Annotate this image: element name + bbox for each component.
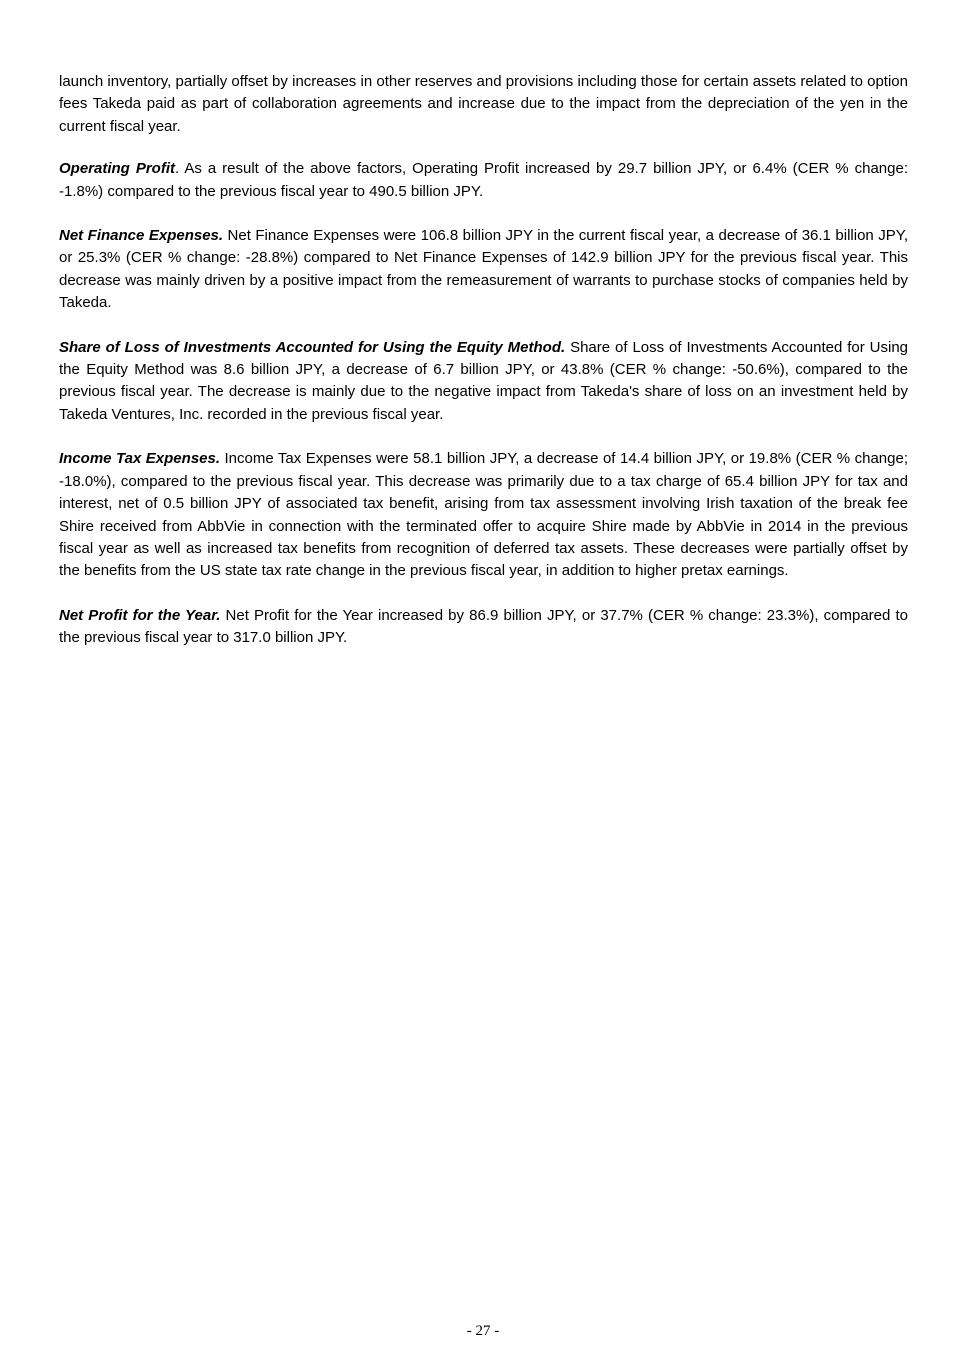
paragraph-net-profit: [59, 605, 908, 650]
paragraph-text: Net Finance Expenses were 106.8 billion JPY in the current fiscal year, a decrease of 36.1 billion JPY, or 25.3% (CER % change: -28.8%) compared to Net Finance Expenses of 142.9 billion JPY for the previous fiscal year. This decrease was mainly driven by a positive impact from the remeasurement of warrants to purchase stocks of companies held by Takeda.: [59, 227, 908, 312]
paragraph-launch-inventory: [59, 71, 908, 138]
paragraph-text: launch inventory, partially offset by increases in other reserves and provisions including those for certain assets related to option fees Takeda paid as part of collaboration agreements and increase due to the impact from the depreciation of the yen in the current fiscal year.: [59, 73, 908, 135]
paragraph-net-finance-expenses: [59, 225, 908, 315]
paragraph-text: Net Profit for the Year increased by 86.9 billion JPY, or 37.7% (CER % change: 23.3%), compared to the previous fiscal year to 317.0 billion JPY.: [59, 606, 908, 647]
paragraph-equity-method: [59, 337, 908, 427]
paragraph-operating-profit: [59, 158, 908, 203]
paragraph-heading: Operating Profit: [59, 160, 175, 178]
paragraph-text: . As a result of the above factors, Operating Profit increased by 29.7 billion JPY, or 6.4% (CER % change: -1.8%) compared to the previous fiscal year to 490.5 billion JPY.: [59, 160, 909, 200]
paragraph-heading: Share of Loss of Investments Accounted for Using the Equity Method.: [59, 338, 566, 356]
paragraph-text: Income Tax Expenses were 58.1 billion JPY, a decrease of 14.4 billion JPY, or 19.8% (CER % change; -18.0%), compared to the previous fiscal year. This decrease was primarily due to a tax charge of 65.4 billion JPY for tax and interest, net of 0.5 billion JPY of associated tax benefit, arising from tax assessment involving Irish taxation of the break fee Shire received from AbbVie in connection with the terminated offer to acquire Shire made by AbbVie in 2014 in the previous fiscal year as well as increased tax benefits from recognition of deferred tax assets. These decreases were partially offset by the benefits from the US state tax rate change in the previous fiscal year, in addition to higher pretax earnings.: [59, 450, 908, 580]
page-number: - 27 -: [466, 1323, 500, 1339]
paragraph-heading: Net Finance Expenses.: [59, 227, 224, 245]
paragraph-text: Share of Loss of Investments Accounted for Using the Equity Method was 8.6 billion JPY, a decrease of 6.7 billion JPY, or 43.8% (CER % change: -50.6%), compared to the previous fiscal year. The decrease is mainly due to the negative impact from Takeda's share of loss on an investment held by Takeda Ventures, Inc. recorded in the previous fiscal year.: [59, 338, 908, 423]
document-body: [59, 71, 908, 670]
paragraph-income-tax-expenses: [59, 448, 908, 582]
paragraph-heading: Net Profit for the Year.: [59, 606, 221, 624]
paragraph-heading: Income Tax Expenses.: [59, 450, 221, 468]
